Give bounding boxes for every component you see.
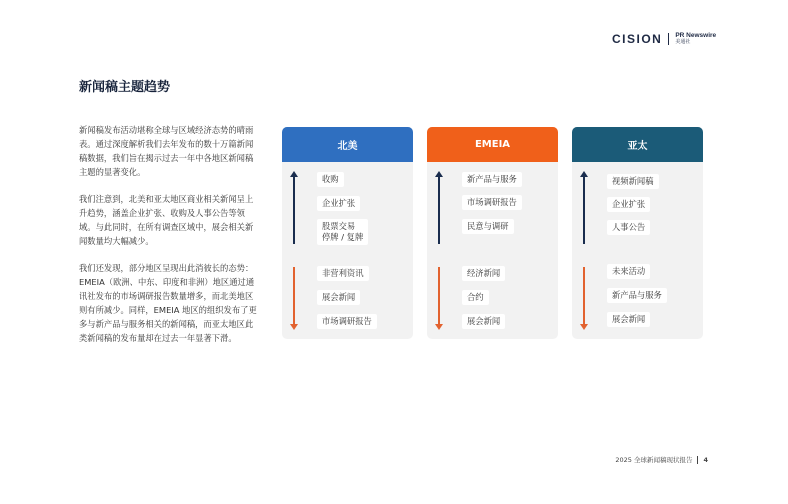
cision-logo-text: CISION xyxy=(612,32,663,46)
region-header-apac: 亚太 xyxy=(572,127,703,162)
trend-down-item: 经济新闻 xyxy=(462,266,505,281)
prnewswire-logo-text: PR Newswire xyxy=(675,31,717,39)
page-number: 4 xyxy=(703,455,708,464)
trend-down-item: 未来活动 xyxy=(607,264,650,279)
trend-down-item: 合约 xyxy=(462,290,489,305)
trend-up-item: 新产品与服务 xyxy=(462,172,522,187)
up-arrow-icon xyxy=(438,174,440,244)
trend-down-item: 展会新闻 xyxy=(462,314,505,329)
trend-up-item: 视频新闻稿 xyxy=(607,174,659,189)
cision-prnewswire-logo xyxy=(612,32,716,46)
region-header-emeia: EMEIA xyxy=(427,127,558,162)
trend-down-item: 展会新闻 xyxy=(607,312,650,327)
paragraph-3: 我们还发现，部分地区呈现出此消彼长的态势：EMEIA（欧洲、中东、印度和非洲）地区通过通讯社发布的市场调研报告数量增多，而北美地区则有所减少。同样，EMEIA 地区的组织发布了更多与新产品与服务相关的新闻稿，而亚太地区此类新闻稿的发布量却在过去一年显著下滑。 xyxy=(79,263,257,343)
paragraph-1: 新闻稿发布活动堪称全球与区域经济态势的晴雨表。通过深度解析我们去年发布的数十万篇新闻稿数据，我们旨在揭示过去一年中各地区新闻稿主题的显著变化。 xyxy=(79,125,254,177)
trend-down-item: 展会新闻 xyxy=(317,290,360,305)
footer-divider xyxy=(697,456,698,464)
prnewswire-logo-subtext: 美通社 xyxy=(675,39,691,46)
trend-down-item: 新产品与服务 xyxy=(607,288,667,303)
trend-up-item: 企业扩张 xyxy=(607,197,650,212)
trend-down-item: 市场调研报告 xyxy=(317,314,377,329)
footer-report-title: 2025 全球新闻稿现状报告 xyxy=(615,456,693,464)
region-card-apac xyxy=(572,127,703,339)
up-arrow-icon xyxy=(583,174,585,244)
prnewswire-logo xyxy=(675,33,716,46)
region-header-north-america: 北美 xyxy=(282,127,413,162)
down-arrow-icon xyxy=(583,267,585,327)
down-arrow-icon xyxy=(293,267,295,327)
page-title: 新闻稿主题趋势 xyxy=(79,80,171,95)
paragraph-2: 我们注意到，北美和亚太地区商业相关新闻呈上升趋势，涵盖企业扩张、收购及人事公告等领域。与此同时，在所有调查区域中，展会相关新闻数量均大幅减少。 xyxy=(79,194,254,246)
trend-down-item: 非营利资讯 xyxy=(317,266,369,281)
trend-up-item: 企业扩张 xyxy=(317,196,360,211)
down-arrow-icon xyxy=(438,267,440,327)
region-card-north-america xyxy=(282,127,413,339)
trend-up-item: 收购 xyxy=(317,172,344,187)
trend-up-item: 人事公告 xyxy=(607,220,650,235)
trend-up-item: 民意与调研 xyxy=(462,219,514,234)
trend-up-item: 市场调研报告 xyxy=(462,195,522,210)
trend-up-item: 股票交易 停牌 / 复牌 xyxy=(317,219,368,245)
region-card-emeia xyxy=(427,127,558,339)
page-footer xyxy=(615,455,708,464)
logo-divider xyxy=(668,33,669,45)
intro-text xyxy=(79,123,259,358)
up-arrow-icon xyxy=(293,174,295,244)
